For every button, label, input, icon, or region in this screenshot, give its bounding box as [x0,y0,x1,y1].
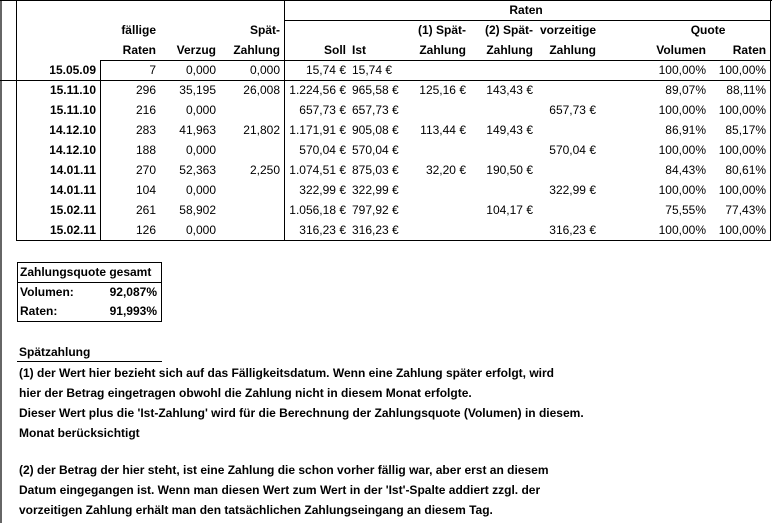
header-vorzeitig-zahlung: Zahlung [549,43,596,57]
right-border [770,0,771,241]
cell-faellige-raten: 7 [149,63,156,77]
cell-quote-volumen: 100,00% [658,143,706,157]
summary-box [17,262,162,322]
cell-faellige-raten: 283 [135,123,156,137]
header-p2-zahlung: Zahlung [486,43,533,57]
note-line: Monat berücksichtigt [19,426,140,440]
summary-title: Zahlungsquote gesamt [18,263,161,283]
date-col-border [100,60,101,241]
cell-quote-raten: 77,43% [725,203,767,217]
cell-date: 15.11.10 [49,83,96,97]
cell-ist: 905,08 € [352,123,399,137]
cell-verzug: 0,000 [185,143,216,157]
notes-heading-underline [17,361,162,362]
header-quote: Quote [690,23,726,37]
cell-verzug: 0,000 [185,103,216,117]
cell-vorzeitig [537,80,600,100]
cell-p1-spaet: 125,16 € [419,83,466,97]
cell-quote-raten: 100,00% [718,183,767,197]
cell-ist: 316,23 € [352,223,399,237]
header-ist: Ist [352,43,367,57]
note-line: hier der Betrag eingetragen obwohl die Zahlung nicht in diesem Monat erfolgte. [19,386,472,400]
raten-group-border [284,0,285,241]
cell-verzug: 0,000 [185,183,216,197]
cell-quote-volumen: 100,00% [658,63,706,77]
cell-p1-spaet [410,100,470,120]
cell-p2-spaet: 143,43 € [486,83,533,97]
cell-vorzeitig: 570,04 € [549,143,596,157]
summary-volumen-value: 92,087% [109,285,157,299]
cell-date: 14.12.10 [49,123,96,137]
cell-faellige-raten: 126 [135,223,156,237]
cell-quote-raten: 80,61% [725,163,767,177]
cell-date: 15.05.09 [49,63,96,77]
note-line: vorzeitigen Zahlung erhält man den tatsächlichen Zahlungseingang an diesem Tag. [19,503,493,517]
cell-p2-spaet: 149,43 € [486,123,533,137]
note-line: (1) der Wert hier bezieht sich auf das Fälligkeitsdatum. Wenn eine Zahlung später erfolgt, wird [19,366,554,380]
cell-vorzeitig: 657,73 € [549,103,596,117]
cell-p1-spaet [410,220,470,240]
header-spaet-zahlung: Zahlung [233,43,280,57]
group-header-raten: Raten [509,3,543,17]
cell-soll: 657,73 € [299,103,346,117]
cell-soll: 15,74 € [305,63,346,77]
cell-quote-volumen: 100,00% [658,103,706,117]
cell-spaet-zahlung [220,140,284,160]
cell-p1-spaet [410,180,470,200]
table-row [0,100,770,120]
cell-p2-spaet: 104,17 € [486,203,533,217]
cell-quote-raten: 85,17% [725,123,767,137]
cell-spaet-zahlung [220,220,284,240]
cell-faellige-raten: 270 [135,163,156,177]
table-row [0,160,770,180]
cell-vorzeitig: 316,23 € [549,223,596,237]
table-row [0,60,770,80]
cell-date: 14.12.10 [49,143,96,157]
cell-quote-raten: 100,00% [718,143,767,157]
cell-quote-volumen: 84,43% [665,163,706,177]
cell-vorzeitig [537,160,600,180]
cell-spaet-zahlung [220,180,284,200]
cell-p2-spaet: 190,50 € [486,163,533,177]
cell-ist: 875,03 € [352,163,399,177]
header-raten-count: Raten [122,43,156,57]
cell-quote-raten: 100,00% [718,103,767,117]
cell-verzug: 41,963 [179,123,216,137]
first-row-bottom-line [0,80,771,81]
cell-p1-spaet: 32,20 € [425,163,466,177]
cell-spaet-zahlung [220,100,284,120]
header-soll: Soll [323,43,346,57]
cell-verzug: 58,902 [179,203,216,217]
cell-quote-raten: 100,00% [718,223,767,237]
cell-soll: 1.056,18 € [289,203,346,217]
cell-date: 15.02.11 [49,203,96,217]
header-p1-zahlung: Zahlung [419,43,466,57]
cell-ist: 322,99 € [352,183,399,197]
cell-ist: 797,92 € [352,203,399,217]
cell-verzug: 52,363 [179,163,216,177]
cell-p2-spaet [470,140,537,160]
raten-group-underline [284,20,771,21]
cell-soll: 570,04 € [299,143,346,157]
left-edge-line [0,0,2,523]
table-bottom-line [16,240,771,241]
summary-volumen-row [18,283,161,302]
table-row [0,180,770,200]
note-line: Datum eingegangen ist. Wenn man diesen Wert zum Wert in der 'Ist'-Spalte addiert zzgl. der [19,483,541,497]
cell-soll: 1.074,51 € [289,163,346,177]
cell-soll: 316,23 € [299,223,346,237]
cell-vorzeitig [537,120,600,140]
cell-quote-volumen: 75,55% [665,203,706,217]
cell-soll: 1.224,56 € [289,83,346,97]
note-line: Dieser Wert plus die 'Ist-Zahlung' wird für die Berechnung der Zahlungsquote (Volumen) in diesem. [19,406,584,420]
table-row [0,140,770,160]
cell-vorzeitig [537,60,600,80]
cell-spaet-zahlung: 21,802 [243,123,280,137]
cell-vorzeitig [537,200,600,220]
header-raten: Raten [732,43,767,57]
cell-quote-volumen: 86,91% [665,123,706,137]
header-row-2 [0,40,770,60]
cell-ist: 965,58 € [352,83,399,97]
cell-quote-raten: 100,00% [718,63,767,77]
header-bottom-line [100,60,771,61]
summary-raten-label: Raten: [20,304,58,318]
header-vorzeitig: vorzeitige [539,23,596,37]
cell-soll: 322,99 € [299,183,346,197]
header-p2: (2) Spät- [485,23,533,37]
table-row [0,220,770,240]
cell-faellige-raten: 216 [135,103,156,117]
cell-ist: 570,04 € [352,143,399,157]
cell-date: 15.11.10 [49,103,96,117]
header-row-group [0,0,770,20]
cell-p1-spaet [410,140,470,160]
cell-quote-volumen: 89,07% [665,83,706,97]
cell-p2-spaet [470,220,537,240]
cell-spaet-zahlung: 0,000 [249,63,280,77]
notes-heading: Spätzahlung [19,345,91,359]
table-row [0,120,770,140]
cell-spaet-zahlung [220,200,284,220]
summary-raten-value: 91,993% [109,304,157,318]
cell-faellige-raten: 296 [135,83,156,97]
header-p1: (1) Spät- [418,23,466,37]
table-row [0,200,770,220]
note-line: (2) der Betrag der hier steht, ist eine Zahlung die schon vorher fällig war, aber erst an diesem [19,463,549,477]
cell-p2-spaet [470,100,537,120]
cell-date: 15.02.11 [49,223,96,237]
cell-p2-spaet [470,180,537,200]
header-volumen: Volumen [656,43,706,57]
cell-date: 14.01.11 [49,163,96,177]
cell-soll: 1.171,91 € [289,123,346,137]
cell-date: 14.01.11 [49,183,96,197]
cell-p2-spaet [470,60,537,80]
header-verzug: Verzug [176,43,216,57]
cell-quote-raten: 88,11% [726,83,767,97]
cell-ist: 15,74 € [352,63,393,77]
cell-p1-spaet [410,60,470,80]
cell-faellige-raten: 104 [135,183,156,197]
cell-faellige-raten: 261 [135,203,156,217]
cell-spaet-zahlung: 26,008 [243,83,280,97]
summary-raten-row [18,302,161,321]
cell-vorzeitig: 322,99 € [549,183,596,197]
table-row [0,80,770,100]
cell-quote-volumen: 100,00% [658,183,706,197]
cell-p1-spaet: 113,44 € [420,123,466,137]
cell-spaet-zahlung: 2,250 [249,163,280,177]
cell-verzug: 35,195 [179,83,216,97]
inner-left-border [16,0,17,241]
payment-table [0,0,770,240]
cell-verzug: 0,000 [185,223,216,237]
header-spaet: Spät- [250,23,280,37]
header-faellige: fällige [121,23,156,37]
cell-verzug: 0,000 [185,63,216,77]
cell-quote-volumen: 100,00% [658,223,706,237]
cell-ist: 657,73 € [352,103,399,117]
header-row-1 [0,20,770,40]
top-border [0,0,772,1]
cell-faellige-raten: 188 [135,143,156,157]
summary-volumen-label: Volumen: [20,285,74,299]
cell-p1-spaet [410,200,470,220]
